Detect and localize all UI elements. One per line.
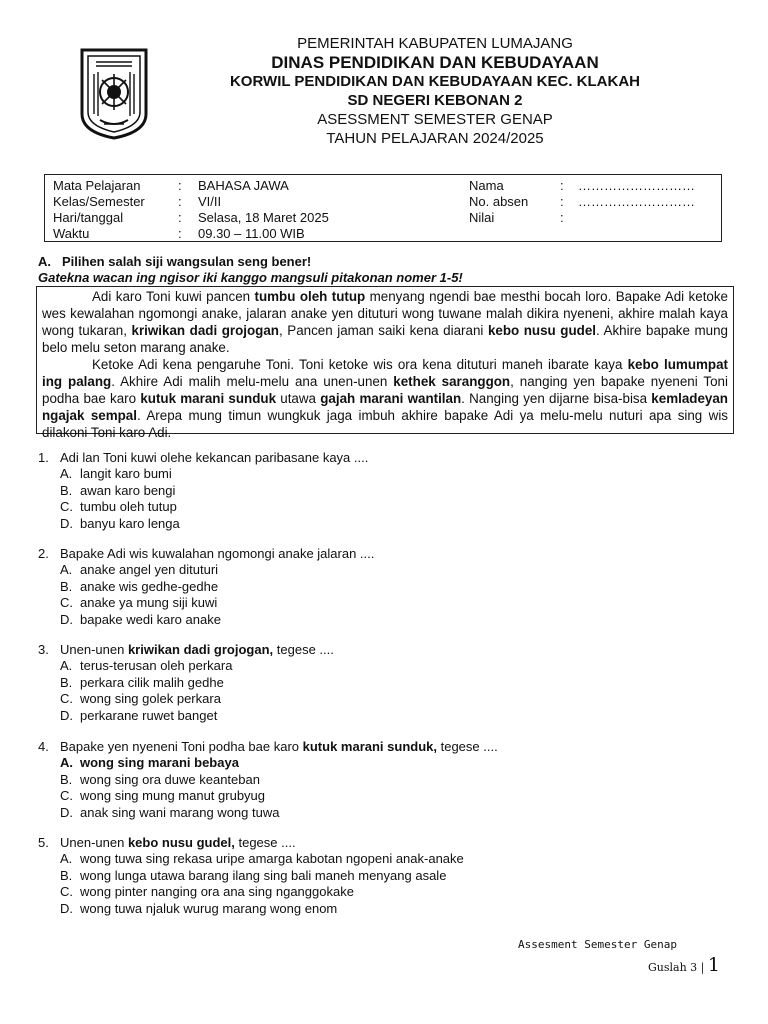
- question-text: Unen-unen: [60, 835, 128, 850]
- identity-value: ………………………: [578, 194, 695, 209]
- proverb-highlight: kethek saranggon: [393, 374, 511, 389]
- question-text: Bapake Adi wis kuwalahan ngomongi anake jalaran ....: [60, 546, 375, 561]
- question-text: tegese ....: [437, 739, 498, 754]
- identity-value: VI/II: [198, 194, 222, 209]
- option-letter: C.: [60, 788, 73, 804]
- header-assessment: ASESSMENT SEMESTER GENAP: [317, 111, 553, 128]
- passage-text: . Akhire bapake mung belo melu seton marang anake.: [42, 323, 728, 355]
- option-text: wong lunga utawa barang ilang sing bali maneh menyang asale: [80, 867, 447, 883]
- identity-label: Hari/tanggal: [53, 210, 124, 225]
- answer-option: [38, 466, 368, 482]
- regency-emblem-logo: [78, 44, 150, 140]
- answer-option: [38, 884, 464, 900]
- proverb-highlight: kemladeyan ngajak sempal: [42, 391, 728, 423]
- question-number: 1.: [38, 450, 49, 465]
- option-text: anake angel yen dituturi: [80, 562, 219, 578]
- answer-option: [38, 595, 374, 611]
- answer-option: [38, 658, 334, 674]
- answer-option: [38, 805, 498, 821]
- option-letter: D.: [60, 611, 73, 627]
- proverb-highlight: kriwikan dadi grojogan: [131, 323, 279, 338]
- document-header: [150, 34, 720, 148]
- answer-option: [38, 772, 498, 788]
- option-text: langit karo bumi: [80, 466, 172, 482]
- footer-guslah: Guslah 3 |: [648, 961, 705, 974]
- option-text: wong sing golek perkara: [80, 691, 221, 707]
- passage-paragraph-1: [42, 288, 728, 356]
- option-letter: D.: [60, 900, 73, 916]
- answer-option: [38, 579, 374, 595]
- proverb-highlight: kebo lumumpat ing palang: [42, 357, 729, 389]
- proverb-highlight: kutuk marani sunduk: [140, 391, 277, 406]
- option-letter: D.: [60, 707, 73, 723]
- question-stem: [38, 450, 368, 466]
- question-5: [38, 835, 464, 917]
- answer-option: [38, 691, 334, 707]
- proverb-highlight: tumbu oleh tutup: [254, 289, 366, 304]
- option-text: banyu karo lenga: [80, 515, 180, 531]
- passage-text: . Arepa mung timun wungkuk jaga imbuh akhire bapake Adi ya melu-melu nuturi apa sing wis dilakoni Toni karo Adi.: [42, 408, 729, 440]
- option-letter: C.: [60, 499, 73, 515]
- header-school-name: SD NEGERI KEBONAN 2: [347, 92, 523, 109]
- section-a-heading: [38, 254, 311, 269]
- option-letter: A.: [60, 851, 73, 867]
- question-number: 2.: [38, 546, 49, 561]
- question-text: tegese ....: [234, 835, 296, 850]
- option-letter: B.: [60, 674, 73, 690]
- option-text: wong sing ora duwe keanteban: [80, 771, 260, 787]
- question-stem: [38, 642, 334, 658]
- identity-separator: :: [178, 194, 182, 209]
- passage-text: , Pancen jaman saiki kena diarani: [279, 323, 488, 338]
- question-number: 5.: [38, 835, 49, 850]
- question-text: kebo nusu gudel,: [127, 835, 235, 850]
- question-text: kriwikan dadi grojogan,: [127, 642, 274, 657]
- answer-option: [38, 612, 374, 628]
- option-letter: B.: [60, 482, 73, 498]
- identity-separator: :: [178, 178, 182, 193]
- section-title: Pilihen salah siji wangsulan seng bener!: [62, 254, 312, 269]
- option-text: anake wis gedhe-gedhe: [80, 578, 219, 594]
- option-letter: C.: [60, 691, 73, 707]
- answer-option: [38, 788, 498, 804]
- option-text: anake ya mung siji kuwi: [80, 595, 218, 611]
- option-letter: D.: [60, 804, 73, 820]
- reading-instruction: Gatekna wacan ing ngisor iki kanggo mangsuli pitakonan nomer 1-5!: [38, 270, 463, 285]
- identity-separator: :: [560, 178, 564, 193]
- answer-option: [38, 483, 368, 499]
- footer-page-info: [648, 954, 720, 976]
- passage-text: utawa: [276, 391, 321, 406]
- question-stem: [38, 546, 374, 562]
- option-text: terus-terusan oleh perkara: [80, 658, 233, 674]
- proverb-highlight: kebo nusu gudel: [487, 323, 596, 338]
- section-letter: A.: [38, 254, 51, 269]
- passage-text: Adi karo Toni kuwi pancen: [92, 289, 255, 304]
- identity-label: Nama: [469, 178, 504, 193]
- question-3: [38, 642, 334, 724]
- option-text: wong sing marani bebaya: [80, 755, 239, 771]
- proverb-highlight: gajah marani wantilan: [320, 391, 462, 406]
- option-text: bapake wedi karo anake: [80, 611, 221, 627]
- identity-separator: :: [178, 210, 182, 225]
- option-letter: B.: [60, 578, 73, 594]
- question-number: 3.: [38, 642, 49, 657]
- option-text: wong sing mung manut grubyug: [80, 788, 266, 804]
- option-letter: B.: [60, 867, 73, 883]
- question-2: [38, 546, 374, 628]
- identity-label: Kelas/Semester: [53, 194, 145, 209]
- passage-text: menyang ngendi bae mesthi bocah loro. Bapake Adi ketoke wes kewalahan ngomongi anake, jalaran anake yen dituturi wong tuwane malah dikira nyeneni, akhire malah kaya wong tukaran,: [42, 289, 729, 338]
- question-stem: [38, 739, 498, 755]
- identity-label: No. absen: [469, 194, 529, 209]
- identity-label: Waktu: [53, 226, 90, 241]
- question-text: Unen-unen: [60, 642, 128, 657]
- option-text: awan karo bengi: [80, 482, 176, 498]
- header-government: PEMERINTAH KABUPATEN LUMAJANG: [297, 35, 573, 52]
- passage-text: . Akhire Adi malih melu-melu ana unen-unen: [111, 374, 394, 389]
- option-text: wong tuwa njaluk wurug marang wong enom: [80, 900, 338, 916]
- passage-text: Ketoke Adi kena pengaruhe Toni. Toni ketoke wis ora kena dituturi maneh ibarate kaya: [92, 357, 628, 372]
- identity-value: BAHASA JAWA: [198, 178, 289, 193]
- identity-separator: :: [178, 226, 182, 241]
- option-letter: C.: [60, 884, 73, 900]
- footer-title: Assesment Semester Genap: [518, 938, 677, 951]
- option-text: wong tuwa sing rekasa uripe amarga kabotan ngopeni anak-anake: [80, 851, 464, 867]
- option-letter: A.: [60, 562, 73, 578]
- question-number: 4.: [38, 739, 49, 754]
- answer-option: [38, 755, 498, 771]
- question-text: kutuk marani sunduk,: [302, 739, 437, 754]
- answer-option: [38, 499, 368, 515]
- identity-value: 09.30 – 11.00 WIB: [198, 226, 305, 241]
- question-text: tegese ....: [273, 642, 334, 657]
- identity-value: Selasa, 18 Maret 2025: [198, 210, 329, 225]
- identity-separator: :: [560, 194, 564, 209]
- page-number: 1: [707, 954, 720, 976]
- option-text: perkara cilik malih gedhe: [80, 674, 224, 690]
- identity-label: Mata Pelajaran: [53, 178, 141, 193]
- option-text: anak sing wani marang wong tuwa: [80, 804, 280, 820]
- header-district-office: KORWIL PENDIDIKAN DAN KEBUDAYAAN KEC. KLAKAH: [229, 73, 641, 90]
- reading-passage: [36, 286, 734, 440]
- identity-separator: :: [560, 210, 564, 225]
- option-text: perkarane ruwet banget: [80, 707, 218, 723]
- option-letter: A.: [60, 466, 73, 482]
- option-text: wong pinter nanging ora ana sing nganggokake: [80, 884, 354, 900]
- answer-option: [38, 562, 374, 578]
- answer-option: [38, 708, 334, 724]
- answer-option: [38, 516, 368, 532]
- question-stem: [38, 835, 464, 851]
- answer-option: [38, 675, 334, 691]
- header-school-year: TAHUN PELAJARAN 2024/2025: [326, 130, 544, 147]
- answer-option: [38, 868, 464, 884]
- option-letter: B.: [60, 771, 73, 787]
- answer-option: [38, 851, 464, 867]
- passage-text: , nanging yen bapake nyeneni Toni podha bae karo: [42, 374, 728, 406]
- student-identity-box: [44, 174, 722, 242]
- option-letter: A.: [60, 755, 73, 771]
- question-text: Adi lan Toni kuwi olehe kekancan paribasane kaya ....: [60, 450, 369, 465]
- option-letter: A.: [60, 658, 73, 674]
- option-letter: D.: [60, 515, 73, 531]
- option-letter: C.: [60, 595, 73, 611]
- passage-paragraph-2: [42, 356, 728, 441]
- answer-option: [38, 901, 464, 917]
- identity-value: ………………………: [578, 178, 695, 193]
- option-text: tumbu oleh tutup: [80, 499, 177, 515]
- passage-text: . Nanging yen dijarne bisa-bisa: [461, 391, 652, 406]
- question-1: [38, 450, 368, 532]
- identity-label: Nilai: [469, 210, 495, 225]
- question-4: [38, 739, 498, 821]
- question-text: Bapake yen nyeneni Toni podha bae karo: [60, 739, 303, 754]
- header-department: DINAS PENDIDIKAN DAN KEBUDAYAAN: [271, 53, 599, 72]
